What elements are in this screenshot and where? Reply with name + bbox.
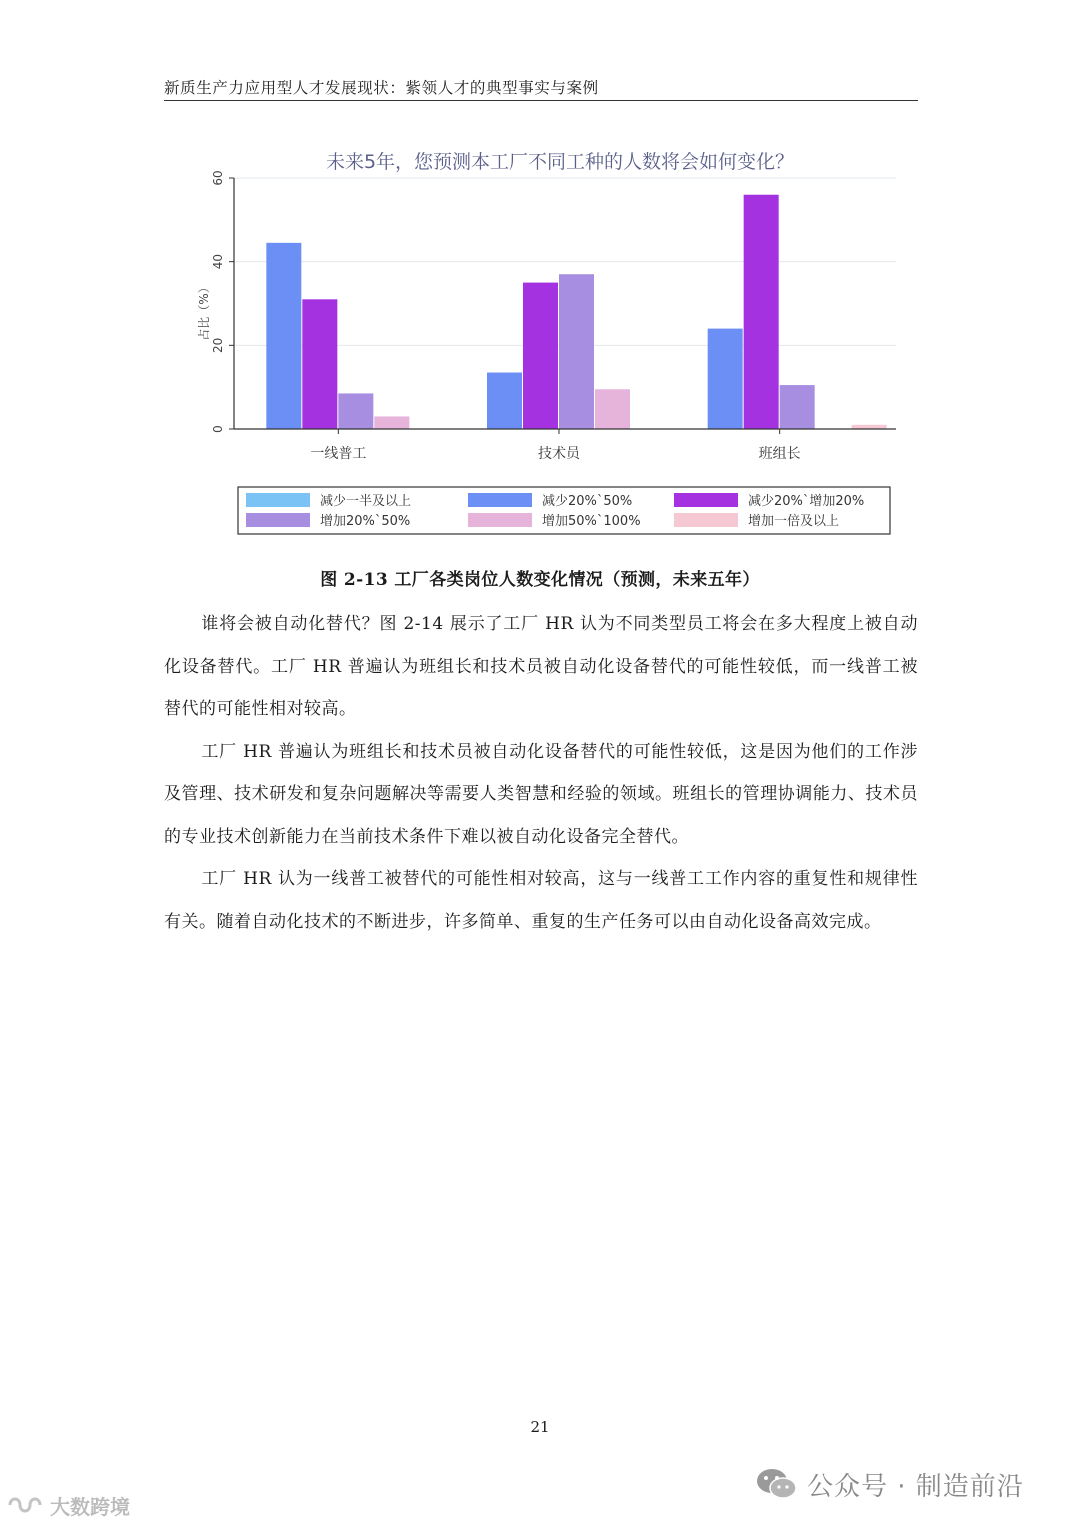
- legend-swatch: [468, 513, 532, 527]
- bar-1-2: [523, 283, 558, 429]
- legend-label: 减少20%`50%: [542, 494, 633, 509]
- legend-swatch: [246, 493, 310, 507]
- legend-label: 减少20%`增加20%: [748, 494, 865, 509]
- bar-1-1: [487, 373, 522, 429]
- running-header: 新质生产力应用型人才发展现状：紫领人才的典型事实与案例: [164, 79, 599, 97]
- figure-label: 图 2-13: [320, 570, 389, 590]
- figure-caption: [0, 565, 1080, 590]
- chart-title: 未来5年，您预测本工厂不同工种的人数将会如何变化？: [325, 151, 795, 173]
- legend-swatch: [674, 513, 738, 527]
- brand-logo-icon: [6, 1493, 46, 1517]
- x-tick-label: 班组长: [758, 446, 801, 462]
- y-tick-label: 0: [211, 425, 225, 433]
- bar-0-2: [302, 299, 337, 429]
- y-tick-label: 20: [211, 337, 225, 353]
- paragraph-3: 工厂 HR 认为一线普工被替代的可能性相对较高，这与一线普工工作内容的重复性和规律性有关。随着自动化技术的不断进步，许多简单、重复的生产任务可以由自动化设备高效完成。: [164, 869, 918, 932]
- paragraph-2: 工厂 HR 普遍认为班组长和技术员被自动化设备替代的可能性较低，这是因为他们的工作涉及管理、技术研发和复杂问题解决等需要人类智慧和经验的领域。班组长的管理协调能力、技术员的专业技术创新能力在当前技术条件下难以被自动化设备完全替代。: [164, 741, 918, 847]
- bar-2-3: [780, 385, 815, 429]
- bar-1-4: [595, 389, 630, 429]
- body-text: [164, 603, 918, 943]
- wechat-watermark-text: 公众号 · 制造前沿: [807, 1471, 1024, 1502]
- legend-swatch: [246, 513, 310, 527]
- bar-0-4: [374, 416, 409, 429]
- bar-2-5: [852, 425, 887, 429]
- legend-label: 减少一半及以上: [320, 494, 412, 509]
- brand-watermark: [6, 1490, 130, 1520]
- wechat-watermark: [755, 1462, 1024, 1506]
- x-tick-label: 一线普工: [310, 446, 367, 462]
- legend-label: 增加20%`50%: [320, 514, 411, 529]
- wechat-icon: [755, 1466, 799, 1502]
- legend-swatch: [674, 493, 738, 507]
- legend: [238, 487, 890, 534]
- y-tick-label: 40: [211, 254, 225, 270]
- legend-label: 增加一倍及以上: [748, 514, 840, 529]
- page-number: 21: [530, 1418, 550, 1436]
- bars-group: [266, 195, 886, 429]
- legend-label: 增加50%`100%: [542, 514, 641, 529]
- y-tick-label: 60: [211, 170, 225, 186]
- header-divider: [164, 100, 918, 101]
- y-axis-label: 占比（%）: [197, 281, 211, 341]
- paragraph-1: 谁将会被自动化替代？图 2-14 展示了工厂 HR 认为不同类型员工将会在多大程度上被自动化设备替代。工厂 HR 普遍认为班组长和技术员被自动化设备替代的可能性较低，而一线普工被替代的可能性相对较高。: [164, 614, 918, 719]
- bar-chart: [190, 135, 910, 540]
- legend-swatch: [468, 493, 532, 507]
- x-tick-label: 技术员: [538, 446, 580, 462]
- figure-caption-text: 工厂各类岗位人数变化情况（预测，未来五年）: [394, 570, 760, 590]
- bar-1-3: [559, 274, 594, 429]
- bar-2-1: [708, 329, 743, 429]
- brand-watermark-text: 大数跨境: [50, 1494, 130, 1519]
- bar-0-3: [338, 393, 373, 429]
- bar-0-1: [266, 243, 301, 429]
- bar-2-2: [744, 195, 779, 429]
